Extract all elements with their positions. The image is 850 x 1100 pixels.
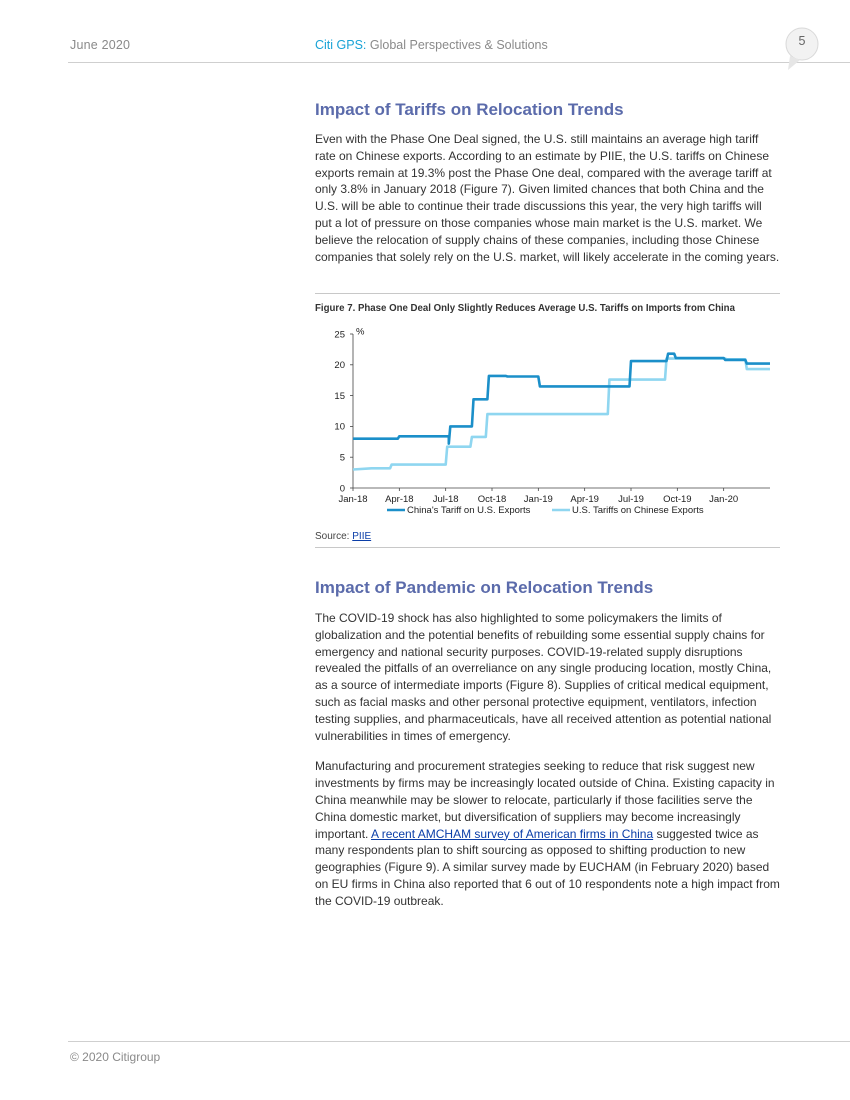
- x-tick-label: Apr-18: [385, 494, 414, 505]
- legend-label-1: U.S. Tariffs on Chinese Exports: [572, 505, 704, 516]
- section-title-pandemic: Impact of Pandemic on Relocation Trends: [315, 578, 654, 597]
- y-tick-label: 10: [334, 421, 345, 433]
- section-title-tariffs: Impact of Tariffs on Relocation Trends: [315, 100, 624, 119]
- paragraph-pandemic-2: [315, 758, 780, 909]
- x-tick-label: Jan-20: [709, 494, 739, 505]
- x-tick-label: Jan-19: [523, 494, 553, 505]
- figure-top-rule: [315, 293, 780, 294]
- legend-label-0: China's Tariff on U.S. Exports: [407, 505, 531, 516]
- section-pandemic: [315, 578, 780, 910]
- figure-bottom-rule: [315, 547, 780, 548]
- paragraph-tariffs: Even with the Phase One Deal signed, the U.S. still maintains an average high tariff rate on Chinese exports. According to an estimate by PIIE, the U.S. tariffs on Chinese exports remain at 19.3% post the Phase One deal, compared with the average tariff at only 3.8% in January 2018 (Figure 7). Given limited chances that both China and the U.S. will be able to continue their trade discussions this year, the very high tariffs will put a lot of pressure on those companies whose main market is the U.S. market. We believe the relocation of supply chains of these companies, including those Chinese companies that solely rely on the U.S. market, will likely accelerate in the coming years.: [315, 132, 780, 264]
- x-tick-label: Jul-19: [618, 494, 644, 505]
- page-badge-icon: [784, 26, 820, 70]
- header-brand: [315, 38, 548, 52]
- tariff-chart: [315, 322, 780, 522]
- y-tick-label: 20: [334, 360, 345, 372]
- page-number: 5: [798, 34, 806, 48]
- amcham-survey-link[interactable]: A recent AMCHAM survey of American firms in China: [371, 826, 654, 841]
- x-tick-label: Apr-19: [570, 494, 599, 505]
- paragraph-pandemic-2-b: suggested twice as many respondents plan to shift sourcing as opposed to shifting production to new geographies (Figure 9). A similar survey made by EUCHAM (in February 2020) based on EU firms in China also reported that 6 out of 10 respondents note a high impact from the COVID-19 outbreak.: [315, 826, 780, 908]
- x-tick-label: Jul-18: [432, 494, 459, 505]
- footer-copyright: © 2020 Citigroup: [70, 1050, 161, 1064]
- section-tariffs: [315, 100, 780, 265]
- y-tick-label: 15: [334, 390, 345, 402]
- y-unit-label: %: [356, 326, 365, 338]
- paragraph-pandemic-1: The COVID-19 shock has also highlighted to some policymakers the limits of globalization and the potential benefits of rebuilding some essential supply chains for emergency and national security purposes. COVID-19-related supply disruptions revealed the pitfalls of an overreliance on any single producing location, mostly China, as a source of intermediate imports (Figure 8). Supplies of critical medical equipment, such as facial masks and other personal protective equipment, ventilators, infection testing supplies, and pharmaceuticals, have all received attention as potential national vulnerabilities in times of emergency.: [315, 611, 772, 743]
- source-label: Source:: [315, 531, 353, 542]
- figure-title: Figure 7. Phase One Deal Only Slightly Reduces Average U.S. Tariffs on Imports from China: [315, 302, 735, 314]
- x-tick-label: Oct-19: [663, 494, 692, 505]
- paragraph-pandemic-2-a: Manufacturing and procurement strategies seeking to reduce that risk suggest new investments by firms may be increasingly located outside of China. Existing capacity in China meanwhile may be slower to relocate, particularly if those facilities serve the China domestic market, but diversification of suppliers may become increasingly important.: [315, 759, 775, 841]
- brand-prefix: Citi GPS:: [315, 38, 367, 52]
- source-link[interactable]: PIIE: [352, 531, 372, 542]
- brand-suffix: Global Perspectives & Solutions: [366, 38, 548, 52]
- y-tick-label: 5: [339, 452, 345, 464]
- header-rule: [68, 62, 850, 63]
- series-line-0: [353, 354, 770, 444]
- x-tick-label: Jan-18: [338, 494, 368, 505]
- y-tick-label: 0: [339, 483, 345, 495]
- y-tick-label: 25: [334, 329, 345, 341]
- footer-rule: [68, 1041, 850, 1042]
- header-date: June 2020: [70, 38, 131, 52]
- figure-source: [315, 531, 371, 542]
- x-tick-label: Oct-18: [477, 494, 507, 505]
- series-line-1: [353, 359, 770, 470]
